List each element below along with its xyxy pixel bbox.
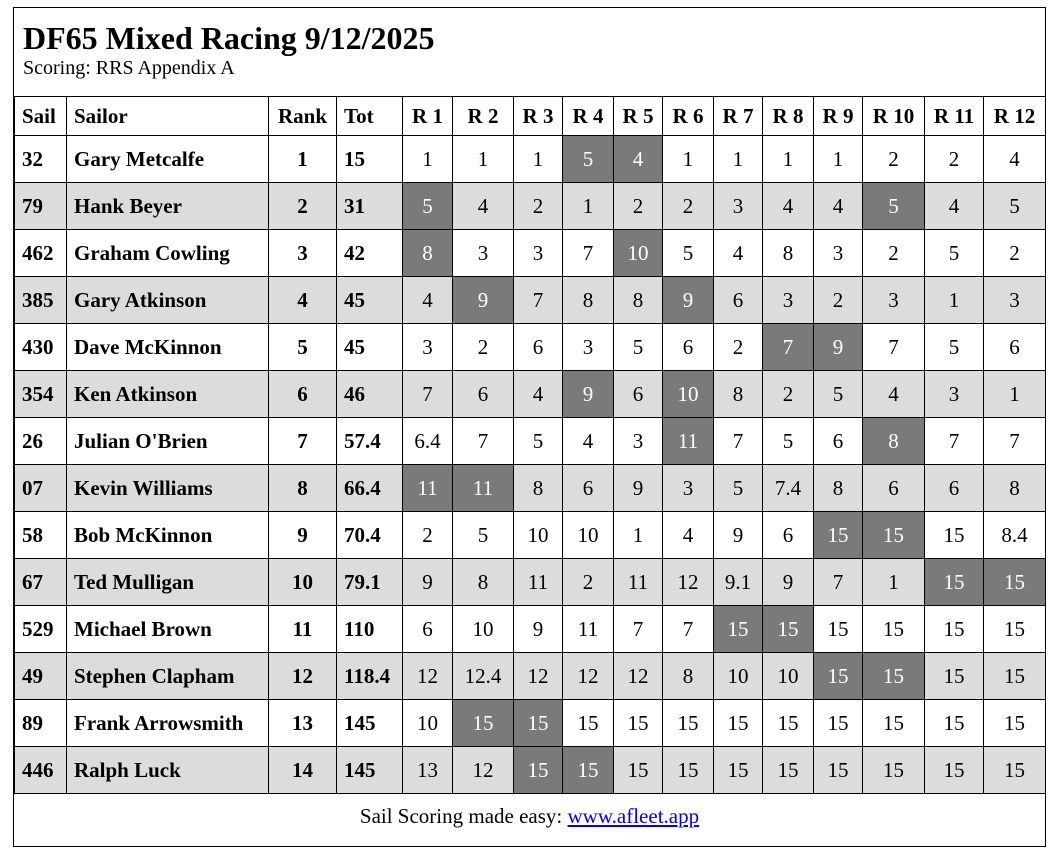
race-score: 6: [614, 371, 663, 418]
sailor-name: Hank Beyer: [67, 183, 269, 230]
race-score: 12: [663, 559, 714, 606]
race-score: 7.4: [763, 465, 814, 512]
sail-number: 385: [15, 277, 67, 324]
race-score: 9: [663, 277, 714, 324]
race-score: 15: [925, 700, 984, 747]
column-header: R 9: [814, 97, 863, 136]
column-header: R 8: [763, 97, 814, 136]
race-score: 9: [814, 324, 863, 371]
race-score: 9: [514, 606, 563, 653]
race-score: 7: [984, 418, 1046, 465]
table-row: [15, 700, 1046, 747]
race-score: 4: [763, 183, 814, 230]
race-score: 15: [863, 606, 925, 653]
sail-number: 79: [15, 183, 67, 230]
column-header: R 7: [714, 97, 763, 136]
race-score: 15: [984, 653, 1046, 700]
race-score: 6: [984, 324, 1046, 371]
race-score: 5: [763, 418, 814, 465]
race-score: 12: [614, 653, 663, 700]
race-score: 2: [863, 136, 925, 183]
race-score: 12: [563, 653, 614, 700]
total-points: 118.4: [337, 653, 403, 700]
rank-value: 5: [269, 324, 337, 371]
race-score: 7: [763, 324, 814, 371]
race-score: 11: [453, 465, 514, 512]
race-score: 3: [663, 465, 714, 512]
race-score: 5: [403, 183, 453, 230]
race-score: 9: [763, 559, 814, 606]
race-score: 3: [514, 230, 563, 277]
table-row: [15, 653, 1046, 700]
race-score: 4: [714, 230, 763, 277]
rank-value: 13: [269, 700, 337, 747]
column-header: R 10: [863, 97, 925, 136]
race-score: 11: [614, 559, 663, 606]
race-score: 15: [763, 606, 814, 653]
race-score: 6: [863, 465, 925, 512]
race-score: 7: [863, 324, 925, 371]
race-score: 5: [614, 324, 663, 371]
race-score: 2: [514, 183, 563, 230]
race-score: 15: [984, 700, 1046, 747]
column-header: R 2: [453, 97, 514, 136]
column-header: R 4: [563, 97, 614, 136]
total-points: 45: [337, 277, 403, 324]
total-points: 145: [337, 700, 403, 747]
race-score: 15: [925, 606, 984, 653]
race-score: 12: [403, 653, 453, 700]
header: [14, 8, 1045, 96]
race-score: 15: [514, 700, 563, 747]
race-score: 2: [714, 324, 763, 371]
race-score: 2: [925, 136, 984, 183]
race-score: 2: [563, 559, 614, 606]
race-score: 15: [925, 559, 984, 606]
race-score: 15: [984, 606, 1046, 653]
sail-number: 07: [15, 465, 67, 512]
race-score: 3: [863, 277, 925, 324]
race-score: 15: [563, 747, 614, 794]
race-score: 6: [453, 371, 514, 418]
total-points: 42: [337, 230, 403, 277]
sail-number: 446: [15, 747, 67, 794]
race-score: 15: [763, 700, 814, 747]
rank-value: 1: [269, 136, 337, 183]
race-score: 1: [714, 136, 763, 183]
race-score: 7: [714, 418, 763, 465]
race-score: 15: [714, 606, 763, 653]
race-score: 9: [453, 277, 514, 324]
race-score: 12.4: [453, 653, 514, 700]
race-score: 8: [453, 559, 514, 606]
race-score: 15: [984, 559, 1046, 606]
sail-number: 462: [15, 230, 67, 277]
column-header: R 5: [614, 97, 663, 136]
race-score: 12: [514, 653, 563, 700]
table-row: [15, 136, 1046, 183]
column-header: R 6: [663, 97, 714, 136]
race-score: 15: [814, 512, 863, 559]
rank-value: 3: [269, 230, 337, 277]
sail-number: 58: [15, 512, 67, 559]
sail-number: 529: [15, 606, 67, 653]
total-points: 70.4: [337, 512, 403, 559]
column-header: R 1: [403, 97, 453, 136]
sailor-name: Stephen Clapham: [67, 653, 269, 700]
race-score: 5: [663, 230, 714, 277]
race-score: 6: [925, 465, 984, 512]
sail-number: 49: [15, 653, 67, 700]
race-score: 3: [453, 230, 514, 277]
table-row: [15, 324, 1046, 371]
race-score: 3: [925, 371, 984, 418]
sail-number: 354: [15, 371, 67, 418]
race-score: 11: [403, 465, 453, 512]
race-score: 8: [714, 371, 763, 418]
column-header: Sailor: [67, 97, 269, 136]
table-row: [15, 183, 1046, 230]
race-score: 15: [714, 700, 763, 747]
footer-text: Sail Scoring made easy:: [359, 804, 568, 828]
race-score: 1: [925, 277, 984, 324]
race-score: 3: [403, 324, 453, 371]
race-score: 15: [714, 747, 763, 794]
race-score: 3: [814, 230, 863, 277]
header-row: [15, 97, 1046, 136]
sailor-name: Gary Metcalfe: [67, 136, 269, 183]
table-row: [15, 371, 1046, 418]
total-points: 31: [337, 183, 403, 230]
race-score: 1: [403, 136, 453, 183]
race-score: 7: [814, 559, 863, 606]
race-score: 6: [563, 465, 614, 512]
table-row: [15, 606, 1046, 653]
race-score: 5: [984, 183, 1046, 230]
column-header: R 11: [925, 97, 984, 136]
race-score: 1: [614, 512, 663, 559]
sailor-name: Kevin Williams: [67, 465, 269, 512]
race-score: 1: [514, 136, 563, 183]
race-score: 4: [514, 371, 563, 418]
race-score: 8: [814, 465, 863, 512]
race-score: 6: [514, 324, 563, 371]
race-score: 8: [514, 465, 563, 512]
race-score: 15: [514, 747, 563, 794]
race-score: 4: [563, 418, 614, 465]
race-score: 11: [663, 418, 714, 465]
race-score: 5: [514, 418, 563, 465]
race-score: 15: [863, 700, 925, 747]
rank-value: 8: [269, 465, 337, 512]
race-score: 9.1: [714, 559, 763, 606]
total-points: 66.4: [337, 465, 403, 512]
race-score: 1: [453, 136, 514, 183]
race-score: 15: [925, 512, 984, 559]
race-score: 8: [663, 653, 714, 700]
race-score: 2: [453, 324, 514, 371]
column-header: Tot: [337, 97, 403, 136]
race-score: 7: [563, 230, 614, 277]
race-score: 15: [863, 747, 925, 794]
rank-value: 11: [269, 606, 337, 653]
race-score: 2: [663, 183, 714, 230]
sailor-name: Michael Brown: [67, 606, 269, 653]
race-score: 15: [863, 653, 925, 700]
total-points: 145: [337, 747, 403, 794]
race-score: 4: [453, 183, 514, 230]
race-score: 8: [763, 230, 814, 277]
race-score: 15: [563, 700, 614, 747]
race-score: 4: [614, 136, 663, 183]
table-row: [15, 418, 1046, 465]
race-score: 15: [863, 512, 925, 559]
rank-value: 10: [269, 559, 337, 606]
race-score: 8.4: [984, 512, 1046, 559]
race-score: 2: [814, 277, 863, 324]
race-score: 15: [984, 747, 1046, 794]
column-header: Sail: [15, 97, 67, 136]
race-score: 4: [984, 136, 1046, 183]
race-score: 6: [814, 418, 863, 465]
race-score: 13: [403, 747, 453, 794]
race-score: 7: [403, 371, 453, 418]
sail-number: 67: [15, 559, 67, 606]
race-score: 15: [453, 700, 514, 747]
race-score: 3: [763, 277, 814, 324]
page-title: DF65 Mixed Racing 9/12/2025: [23, 20, 435, 56]
sailor-name: Frank Arrowsmith: [67, 700, 269, 747]
column-header: R 3: [514, 97, 563, 136]
race-score: 15: [814, 747, 863, 794]
race-score: 2: [984, 230, 1046, 277]
scoring-subtitle: Scoring: RRS Appendix A: [23, 57, 235, 79]
table-row: [15, 465, 1046, 512]
table-row: [15, 230, 1046, 277]
race-score: 2: [403, 512, 453, 559]
race-score: 10: [514, 512, 563, 559]
race-score: 8: [984, 465, 1046, 512]
race-score: 7: [663, 606, 714, 653]
race-score: 15: [925, 653, 984, 700]
sail-number: 89: [15, 700, 67, 747]
race-score: 1: [563, 183, 614, 230]
race-score: 10: [614, 230, 663, 277]
race-score: 2: [863, 230, 925, 277]
race-score: 3: [984, 277, 1046, 324]
race-score: 1: [863, 559, 925, 606]
race-score: 6.4: [403, 418, 453, 465]
race-score: 11: [563, 606, 614, 653]
race-score: 10: [563, 512, 614, 559]
results-sheet: [13, 7, 1046, 847]
race-score: 15: [614, 747, 663, 794]
sail-number: 26: [15, 418, 67, 465]
race-score: 5: [453, 512, 514, 559]
total-points: 15: [337, 136, 403, 183]
race-score: 9: [403, 559, 453, 606]
race-score: 6: [403, 606, 453, 653]
race-score: 15: [814, 653, 863, 700]
table-row: [15, 512, 1046, 559]
race-score: 5: [863, 183, 925, 230]
race-score: 15: [763, 747, 814, 794]
table-row: [15, 747, 1046, 794]
race-score: 5: [714, 465, 763, 512]
race-score: 6: [663, 324, 714, 371]
race-score: 15: [663, 700, 714, 747]
table-row: [15, 559, 1046, 606]
sailor-name: Bob McKinnon: [67, 512, 269, 559]
table-row: [15, 277, 1046, 324]
column-header: Rank: [269, 97, 337, 136]
afleet-link[interactable]: www.afleet.app: [567, 804, 700, 828]
rank-value: 7: [269, 418, 337, 465]
total-points: 79.1: [337, 559, 403, 606]
footer: [14, 794, 1045, 840]
race-score: 5: [925, 324, 984, 371]
race-score: 5: [563, 136, 614, 183]
race-score: 8: [563, 277, 614, 324]
race-score: 15: [814, 700, 863, 747]
race-score: 10: [763, 653, 814, 700]
race-score: 3: [714, 183, 763, 230]
rank-value: 4: [269, 277, 337, 324]
sail-number: 430: [15, 324, 67, 371]
race-score: 2: [614, 183, 663, 230]
race-score: 3: [563, 324, 614, 371]
sailor-name: Ted Mulligan: [67, 559, 269, 606]
race-score: 4: [925, 183, 984, 230]
race-score: 3: [614, 418, 663, 465]
race-score: 4: [663, 512, 714, 559]
sail-number: 32: [15, 136, 67, 183]
race-score: 1: [984, 371, 1046, 418]
race-score: 2: [763, 371, 814, 418]
race-score: 9: [563, 371, 614, 418]
race-score: 5: [814, 371, 863, 418]
total-points: 57.4: [337, 418, 403, 465]
race-score: 9: [714, 512, 763, 559]
race-score: 8: [614, 277, 663, 324]
sailor-name: Dave McKinnon: [67, 324, 269, 371]
sailor-name: Ken Atkinson: [67, 371, 269, 418]
race-score: 4: [403, 277, 453, 324]
race-score: 15: [614, 700, 663, 747]
sailor-name: Graham Cowling: [67, 230, 269, 277]
rank-value: 6: [269, 371, 337, 418]
race-score: 10: [663, 371, 714, 418]
rank-value: 9: [269, 512, 337, 559]
race-score: 6: [763, 512, 814, 559]
race-score: 8: [863, 418, 925, 465]
race-score: 8: [403, 230, 453, 277]
total-points: 110: [337, 606, 403, 653]
race-score: 5: [925, 230, 984, 277]
sailor-name: Julian O'Brien: [67, 418, 269, 465]
race-score: 10: [403, 700, 453, 747]
race-score: 7: [514, 277, 563, 324]
rank-value: 2: [269, 183, 337, 230]
total-points: 45: [337, 324, 403, 371]
race-score: 12: [453, 747, 514, 794]
race-score: 11: [514, 559, 563, 606]
race-score: 1: [663, 136, 714, 183]
rank-value: 14: [269, 747, 337, 794]
race-score: 10: [453, 606, 514, 653]
race-score: 4: [863, 371, 925, 418]
race-score: 4: [814, 183, 863, 230]
race-score: 1: [763, 136, 814, 183]
race-score: 15: [663, 747, 714, 794]
race-score: 6: [714, 277, 763, 324]
race-score: 7: [453, 418, 514, 465]
race-score: 7: [925, 418, 984, 465]
rank-value: 12: [269, 653, 337, 700]
sailor-name: Ralph Luck: [67, 747, 269, 794]
total-points: 46: [337, 371, 403, 418]
results-table: [14, 96, 1046, 794]
race-score: 7: [614, 606, 663, 653]
race-score: 15: [814, 606, 863, 653]
race-score: 1: [814, 136, 863, 183]
column-header: R 12: [984, 97, 1046, 136]
sailor-name: Gary Atkinson: [67, 277, 269, 324]
race-score: 15: [925, 747, 984, 794]
race-score: 9: [614, 465, 663, 512]
race-score: 10: [714, 653, 763, 700]
